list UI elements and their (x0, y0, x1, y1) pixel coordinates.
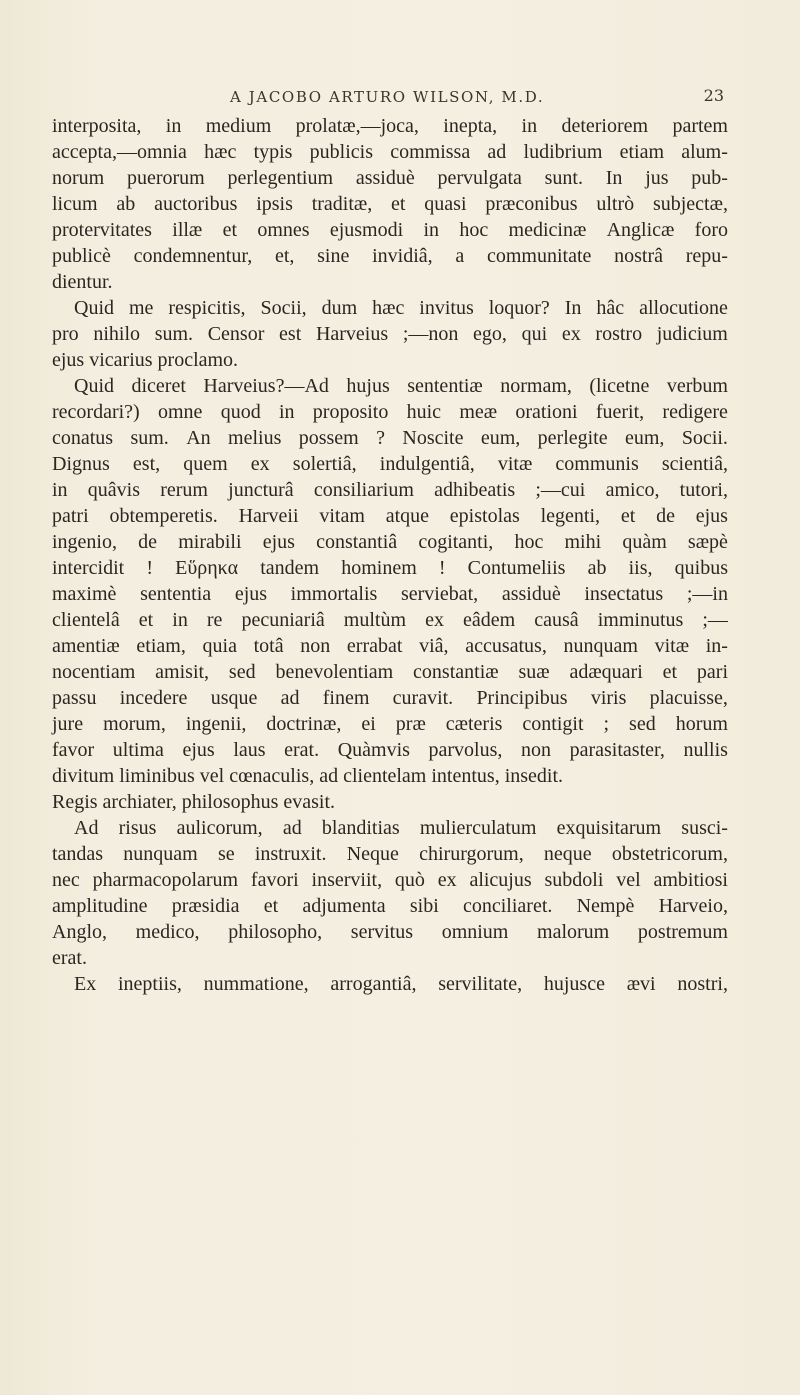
text-line: recordari?) omne quod in proposito huic meæ orationi fuerit, redigere (52, 401, 728, 423)
text-line: conatus sum. An melius possem ? Noscite eum, perlegite eum, Socii. (52, 427, 728, 449)
text-line: Regis archiater, philosophus evasit. (52, 791, 336, 813)
text-line: in quâvis rerum juncturâ consiliarium adhibeatis ;—cui amico, tutori, (52, 479, 728, 501)
body-text (52, 113, 728, 997)
text-line: accepta,—omnia hæc typis publicis commissa ad ludibrium etiam alum- (52, 141, 728, 163)
page-number: 23 (703, 86, 724, 105)
text-line: tandas nunquam se instruxit. Neque chirurgorum, neque obstetricorum, (52, 843, 728, 865)
text-line: erat. (52, 947, 87, 969)
text-line: ingenio, de mirabili ejus constantiâ cogitanti, hoc mihi quàm sæpè (52, 531, 728, 553)
text-line: Ex ineptiis, nummatione, arrogantiâ, servilitate, hujusce ævi nostri, (74, 973, 728, 995)
text-line: favor ultima ejus laus erat. Quàmvis parvolus, non parasitaster, nullis (52, 739, 728, 761)
text-line: Anglo, medico, philosopho, servitus omnium malorum postremum (52, 921, 728, 943)
text-line: amentiæ etiam, quia totâ non errabat viâ, accusatus, nunquam vitæ in- (52, 635, 728, 657)
text-line: maximè sententia ejus immortalis serviebat, assiduè insectatus ;—in (52, 583, 728, 605)
text-line: dientur. (52, 271, 113, 293)
text-line: patri obtemperetis. Harveii vitam atque epistolas legenti, et de ejus (52, 505, 728, 527)
running-head (0, 88, 800, 112)
text-line: norum puerorum perlegentium assiduè pervulgata sunt. In jus pub- (52, 167, 728, 189)
text-line: nec pharmacopolarum favori inserviit, quò ex alicujus subdoli vel ambitiosi (52, 869, 728, 891)
text-line: jure morum, ingenii, doctrinæ, ei præ cæteris contigit ; sed horum (52, 713, 728, 735)
text-line: Dignus est, quem ex solertiâ, indulgentiâ, vitæ communis scientiâ, (52, 453, 728, 475)
text-line: licum ab auctoribus ipsis traditæ, et quasi præconibus ultrò subjectæ, (52, 193, 728, 215)
text-line: passu incedere usque ad finem curavit. Principibus viris placuisse, (52, 687, 728, 709)
text-line: amplitudine præsidia et adjumenta sibi conciliaret. Nempè Harveio, (52, 895, 728, 917)
text-line: nocentiam amisit, sed benevolentiam constantiæ suæ adæquari et pari (52, 661, 728, 683)
text-line: Ad risus aulicorum, ad blanditias mulierculatum exquisitarum susci- (74, 817, 728, 839)
text-line: ejus vicarius proclamo. (52, 349, 239, 371)
text-line: divitum liminibus vel cœnaculis, ad clientelam intentus, insedit. (52, 765, 564, 787)
text-line: pro nihilo sum. Censor est Harveius ;—non ego, qui ex rostro judicium (52, 323, 728, 345)
text-line: clientelâ et in re pecuniariâ multùm ex eâdem causâ imminutus ;— (52, 609, 728, 631)
text-line: Quid me respicitis, Socii, dum hæc invitus loquor? In hâc allocutione (74, 297, 728, 319)
running-title: A JACOBO ARTURO WILSON, M.D. (230, 88, 545, 106)
text-line: intercidit ! Εὕρηκα tandem hominem ! Contumeliis ab iis, quibus (52, 557, 728, 579)
text-line: interposita, in medium prolatæ,—joca, inepta, in deteriorem partem (52, 115, 728, 137)
text-line: Quid diceret Harveius?—Ad hujus sententiæ normam, (licetne verbum (74, 375, 728, 397)
text-line: publicè condemnentur, et, sine invidiâ, a communitate nostrâ repu- (52, 245, 728, 267)
text-line: protervitates illæ et omnes ejusmodi in hoc medicinæ Anglicæ foro (52, 219, 728, 241)
